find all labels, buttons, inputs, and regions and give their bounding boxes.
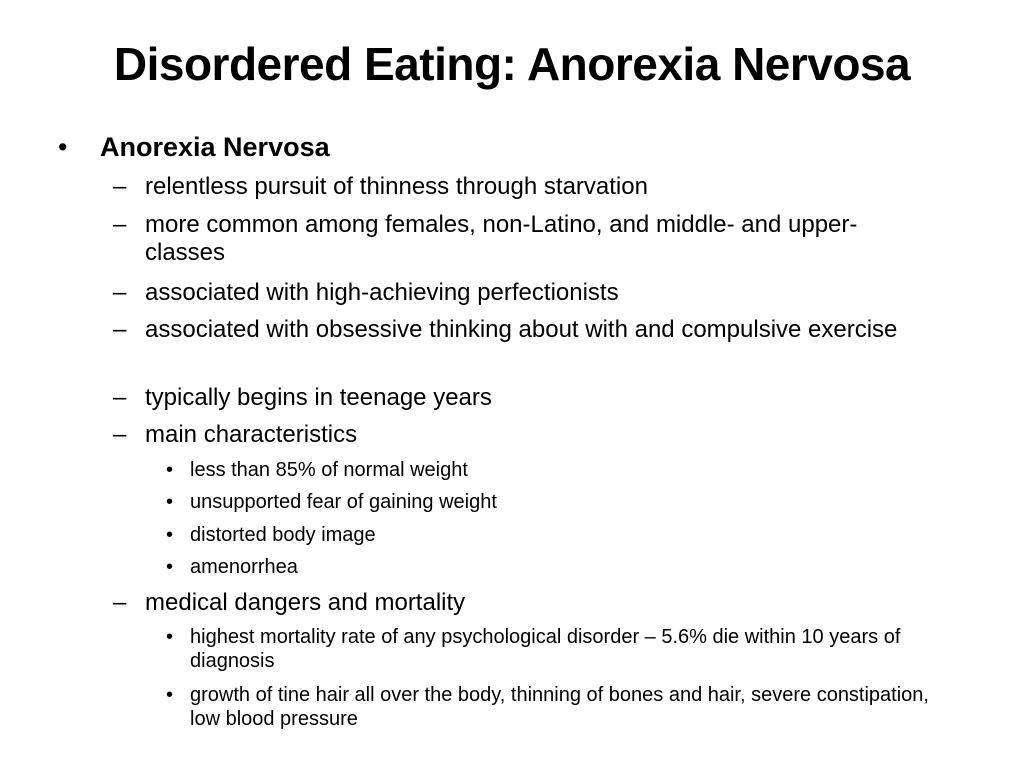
sub-item-text: medical dangers and mortality bbox=[145, 589, 466, 616]
bullet-marker: • bbox=[166, 684, 174, 706]
dash-marker: – bbox=[113, 279, 127, 306]
sub-item-text: typically begins in teenage years bbox=[145, 384, 492, 411]
sub-item-text: main characteristics bbox=[145, 421, 358, 448]
sub-sub-item bbox=[166, 523, 956, 547]
sub-sub-item bbox=[166, 683, 956, 731]
sub-sub-item bbox=[166, 458, 956, 482]
sub-sub-item-text: amenorrhea bbox=[190, 556, 298, 578]
slide-title: Disordered Eating: Anorexia Nervosa bbox=[113, 38, 911, 90]
bullet-marker: • bbox=[58, 132, 68, 162]
sub-item bbox=[113, 316, 963, 344]
dash-marker: – bbox=[113, 173, 127, 200]
sub-item-text: more common among females, non-Latino, and middle- and upper- classes bbox=[145, 211, 858, 266]
sub-item-text: associated with obsessive thinking about with and compulsive exercise bbox=[145, 316, 898, 343]
bullet-marker: • bbox=[166, 459, 174, 481]
sub-item bbox=[113, 211, 963, 267]
dash-marker: – bbox=[113, 589, 127, 616]
sub-sub-item-text: highest mortality rate of any psychological disorder – 5.6% die within 10 years of diagnosis bbox=[190, 626, 901, 672]
dash-marker: – bbox=[113, 421, 127, 448]
sub-sub-item-text: growth of tine hair all over the body, thinning of bones and hair, severe constipation, low blood pressure bbox=[190, 684, 929, 730]
bullet-marker: • bbox=[166, 626, 174, 648]
bullet-marker: • bbox=[166, 491, 174, 513]
sub-item bbox=[113, 384, 963, 412]
sub-sub-item-text: unsupported fear of gaining weight bbox=[190, 491, 497, 513]
sub-sub-item bbox=[166, 625, 956, 673]
sub-item bbox=[113, 421, 963, 449]
dash-marker: – bbox=[113, 316, 127, 343]
sub-item-text: relentless pursuit of thinness through starvation bbox=[145, 173, 648, 200]
sub-sub-item bbox=[166, 555, 956, 579]
sub-sub-item-text: less than 85% of normal weight bbox=[190, 459, 468, 481]
sub-item bbox=[113, 589, 963, 617]
sub-sub-item-text: distorted body image bbox=[190, 524, 376, 546]
sub-sub-item bbox=[166, 490, 956, 514]
dash-marker: – bbox=[113, 384, 127, 411]
bullet-marker: • bbox=[166, 524, 174, 546]
sub-item-text: associated with high-achieving perfectionists bbox=[145, 279, 619, 306]
main-bullet-text: Anorexia Nervosa bbox=[100, 132, 330, 162]
dash-marker: – bbox=[113, 211, 127, 238]
bullet-marker: • bbox=[166, 556, 174, 578]
main-bullet bbox=[58, 130, 330, 164]
sub-item bbox=[113, 279, 963, 307]
sub-item bbox=[113, 173, 963, 201]
